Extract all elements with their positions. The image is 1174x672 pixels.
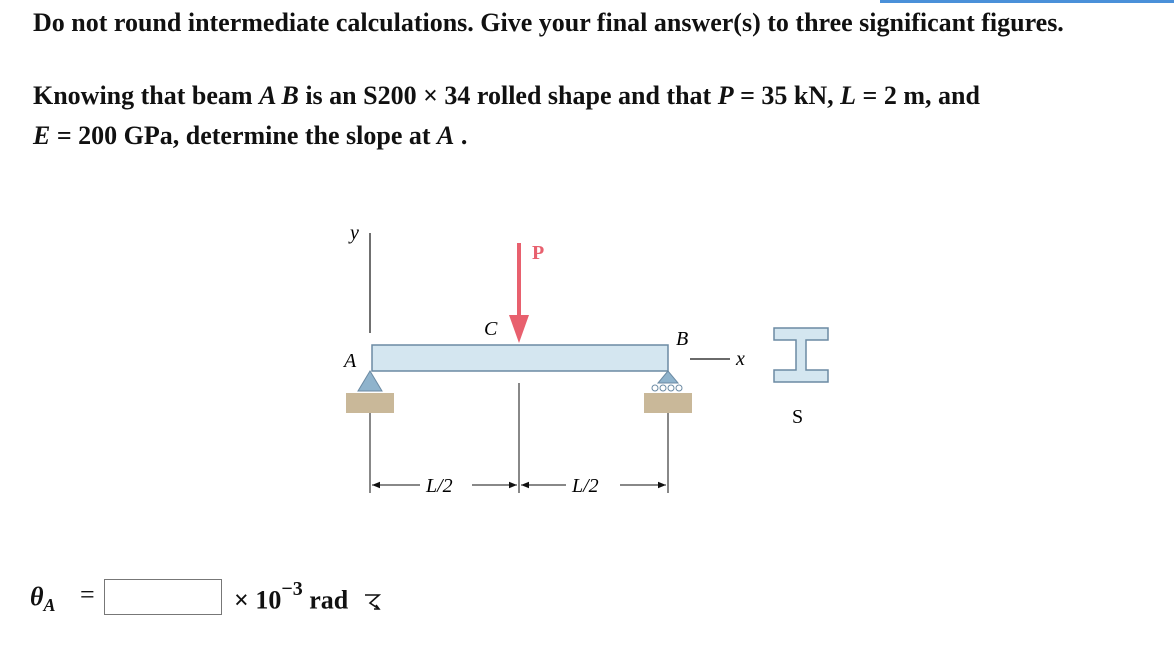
answer-label xyxy=(30,582,56,616)
unit-exponent: −3 xyxy=(281,578,303,600)
unit-times: × 10 xyxy=(234,585,282,615)
load-label: P xyxy=(532,242,545,264)
problem-text: = 200 GPa, determine the slope at xyxy=(50,121,438,150)
section-label: S xyxy=(792,406,804,428)
problem-statement xyxy=(33,76,1133,156)
top-accent-bar xyxy=(880,0,1174,3)
answer-unit xyxy=(234,578,383,616)
load-arrow-head xyxy=(509,315,529,343)
y-axis-label: y xyxy=(350,222,359,244)
answer-row xyxy=(30,570,530,620)
answer-subscript: A xyxy=(43,595,56,616)
ground-a xyxy=(346,393,394,413)
x-axis-label: x xyxy=(736,348,745,370)
beam-name: A B xyxy=(259,81,299,110)
answer-input[interactable] xyxy=(104,579,222,615)
roller-support-b xyxy=(658,371,678,383)
point-c-label: C xyxy=(484,318,498,340)
beam xyxy=(372,345,668,371)
problem-text: Knowing that beam xyxy=(33,81,260,110)
s-section-icon xyxy=(774,328,828,382)
dim-label-left: L/2 xyxy=(426,475,453,497)
instructions-text: Do not round intermediate calculations. Give your final answer(s) to three significant figures. xyxy=(33,8,1064,37)
equals-sign: = xyxy=(80,580,95,609)
roller-wheel xyxy=(660,385,666,391)
point-a-label: A xyxy=(344,350,357,372)
beam-figure xyxy=(330,215,850,515)
pin-support-a xyxy=(358,371,382,391)
unit-rad: rad xyxy=(302,585,349,615)
problem-text: . xyxy=(454,121,468,150)
clockwise-rotation-icon xyxy=(361,590,383,612)
modulus-variable: E xyxy=(33,121,51,150)
point-variable: A xyxy=(437,121,455,150)
length-variable: L xyxy=(840,81,857,110)
point-b-label: B xyxy=(676,328,689,350)
problem-text: = 2 m, and xyxy=(856,81,980,110)
theta-symbol: θ xyxy=(30,582,44,611)
dim-label-right: L/2 xyxy=(572,475,599,497)
problem-text: = 35 kN, xyxy=(733,81,841,110)
roller-wheel xyxy=(652,385,658,391)
roller-wheel xyxy=(676,385,682,391)
load-variable: P xyxy=(717,81,734,110)
roller-wheel xyxy=(668,385,674,391)
problem-text: is an S200 × 34 rolled shape and that xyxy=(298,81,718,110)
ground-b xyxy=(644,393,692,413)
